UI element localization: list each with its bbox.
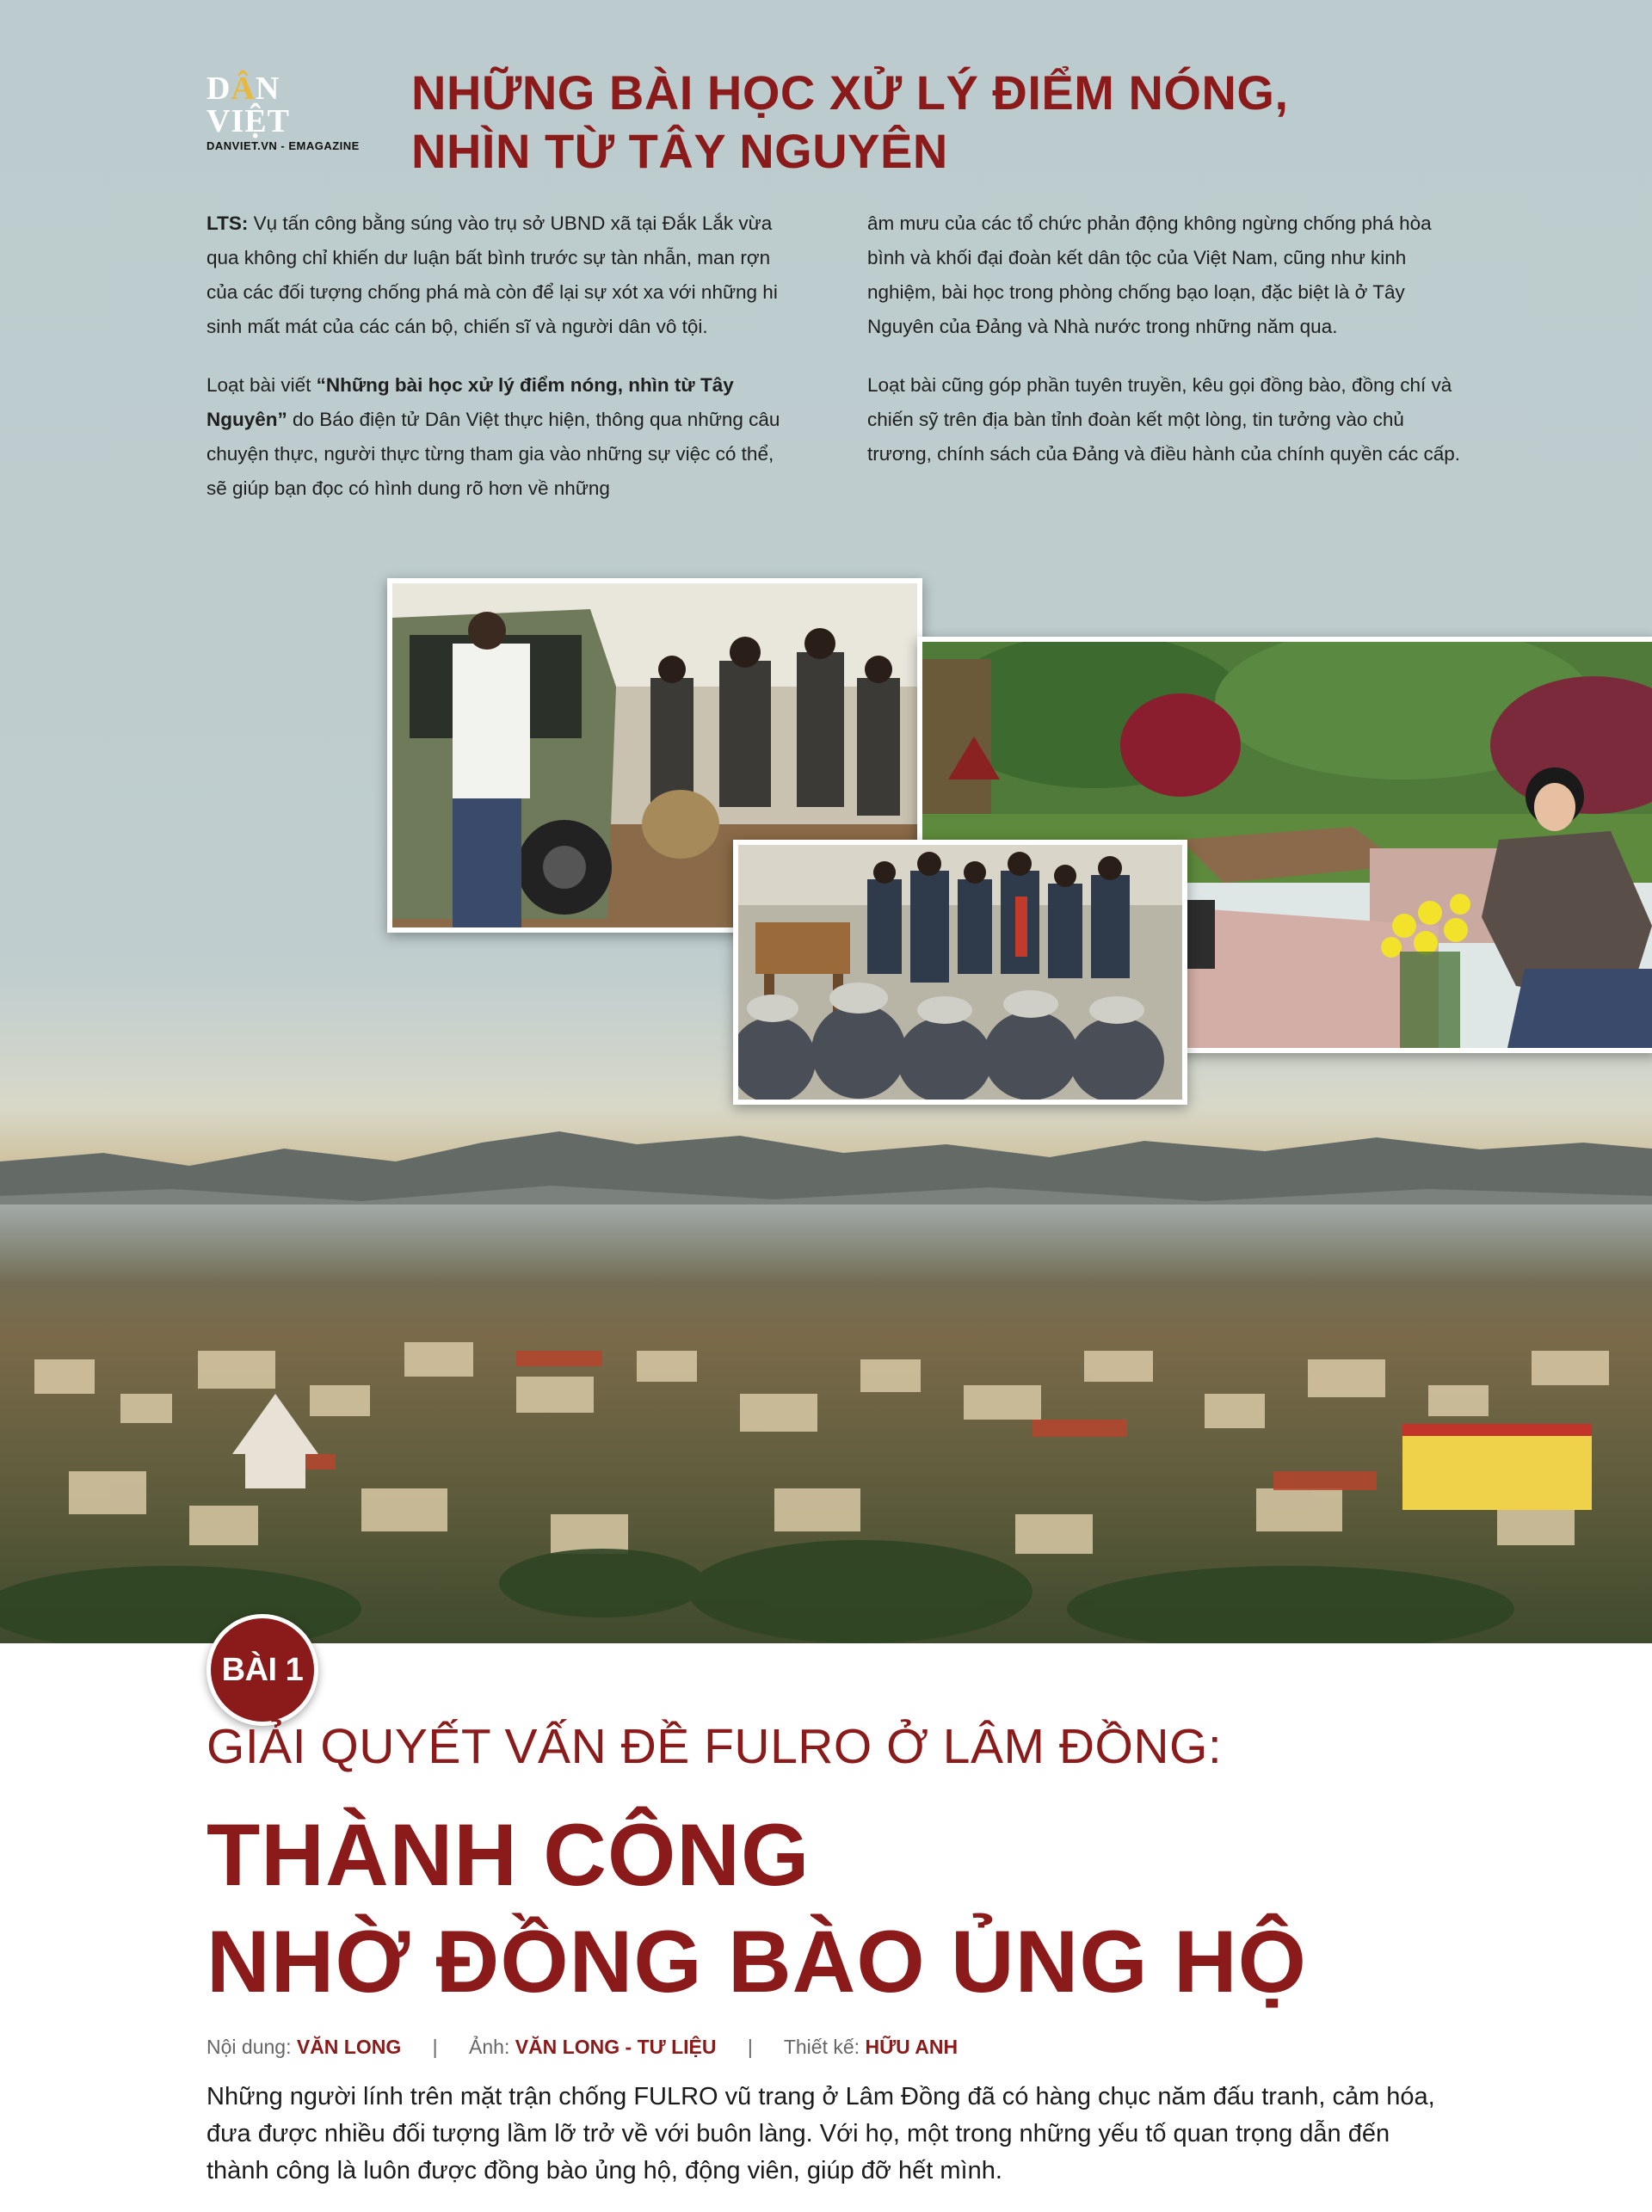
credit-separator: | xyxy=(747,2036,753,2058)
article-headline xyxy=(206,1802,1583,2015)
article-kicker: GIẢI QUYẾT VẤN ĐỀ FULRO Ở LÂM ĐỒNG: xyxy=(206,1719,1223,1774)
credit-design-label: Thiết kế: xyxy=(783,2036,860,2058)
article-number-badge xyxy=(206,1614,318,1726)
intro-paragraph-3: âm mưu của các tổ chức phản động không ngừng chống phá hòa bình và khối đại đoàn kết dân tộc của Việt Nam, cũng như kinh nghiệm, bài học trong phòng chống bạo loạn, đặc biệt là ở Tây Nguyên của Đảng và Nhà nước trong những năm qua. xyxy=(867,213,1432,337)
headline-line1: THÀNH CÔNG xyxy=(206,1806,811,1904)
intro-paragraph-1: LTS: Vụ tấn công bằng súng vào trụ sở UBND xã tại Đắk Lắk vừa qua không chỉ khiến dư luận bất bình trước sự tàn nhẫn, man rợn của các đối tượng chống phá mà còn để lại sự xót xa với những hi sinh mất mát của các cán bộ, chiến sĩ và người dân vô tội. xyxy=(206,213,778,337)
series-title xyxy=(411,64,1358,181)
credit-photo-label: Ảnh: xyxy=(469,2036,510,2058)
logo-subtitle: DANVIET.VN - EMAGAZINE xyxy=(206,139,360,152)
series-name-bold: “Những bài học xử lý điểm nóng, nhìn từ Tây Nguyên” xyxy=(206,374,734,430)
intro-column-right xyxy=(867,206,1461,496)
article-lead: Những người lính trên mặt trận chống FULRO vũ trang ở Lâm Đồng đã có hàng chục năm đấu tranh, cảm hóa, đưa được nhiều đối tượng lầm lỡ trở về với buôn làng. Với họ, một trong những yếu tố quan trọng dẫn đến thành công là luôn được đồng bào ủng hộ, động viên, giúp đỡ hết mình. xyxy=(206,2083,1435,2184)
credit-design-value: HỮU ANH xyxy=(865,2036,959,2058)
headline-line2: NHỜ ĐỒNG BÀO ỦNG HỘ xyxy=(206,1913,1308,2011)
intro-paragraph-4: Loạt bài cũng góp phần tuyên truyền, kêu gọi đồng bào, đồng chí và chiến sỹ trên địa bàn tỉnh đoàn kết một lòng, tin tưởng vào chủ trương, chính sách của Đảng và điều hành của chính quyền các cấp. xyxy=(867,374,1461,465)
article-credits xyxy=(206,2032,1411,2061)
series-title-line1: NHỮNG BÀI HỌC XỬ LÝ ĐIỂM NÓNG, xyxy=(411,65,1289,120)
logo-wordmark: DÂN VIỆT xyxy=(206,71,290,139)
intro-paragraph-2: Loạt bài viết “Những bài học xử lý điểm nóng, nhìn từ Tây Nguyên” do Báo điện tử Dân Việt thực hiện, thông qua những câu chuyện thực, người thực từng tham gia vào những sự việc có thể, sẽ giúp bạn đọc có hình dung rõ hơn về những xyxy=(206,374,780,499)
archive-photo-meeting xyxy=(733,840,1187,1105)
credit-content-label: Nội dung: xyxy=(206,2036,292,2058)
credit-photo-value: VĂN LONG - TƯ LIỆU xyxy=(515,2036,717,2058)
badge-label: BÀI 1 xyxy=(221,1651,304,1688)
credit-content-value: VĂN LONG xyxy=(296,2036,402,2058)
danviet-logo[interactable] xyxy=(206,72,370,152)
intro-column-left xyxy=(206,206,792,530)
intro-lts-label: LTS: xyxy=(206,213,249,234)
credit-separator: | xyxy=(432,2036,438,2058)
series-title-line2: NHÌN TỪ TÂY NGUYÊN xyxy=(411,124,948,178)
